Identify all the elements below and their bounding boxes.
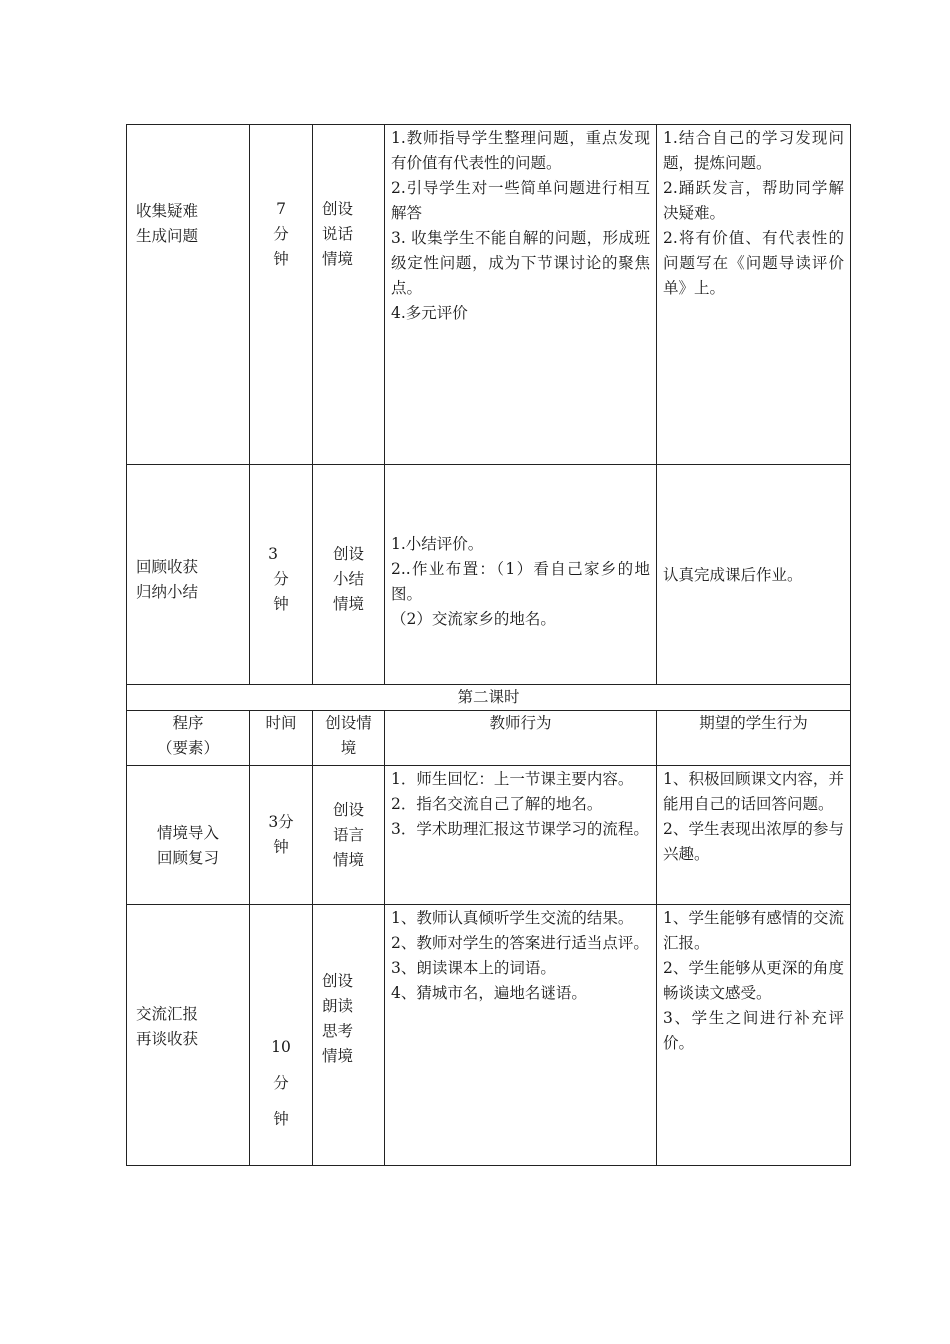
time-text: 钟 xyxy=(273,249,289,268)
situation-text: 语言 xyxy=(332,825,364,844)
teacher-behavior-cell xyxy=(385,465,657,685)
header-text: 教师行为 xyxy=(489,714,552,732)
procedure-text: 再谈收获 xyxy=(136,1030,199,1048)
situation-text: 创设 xyxy=(322,972,354,990)
time-cell xyxy=(250,905,313,1166)
header-text: 创设情 xyxy=(325,714,372,732)
procedure-text: 收集疑难 xyxy=(136,201,199,220)
teacher-item: 1.教师指导学生整理问题，重点发现有价值有代表性的问题。 xyxy=(391,129,650,172)
situation-cell xyxy=(313,905,385,1166)
teacher-item: 3、朗读课本上的词语。 xyxy=(391,959,556,977)
situation-text: 情境 xyxy=(322,1047,354,1065)
header-text: 时间 xyxy=(265,714,297,732)
procedure-cell xyxy=(127,125,250,465)
procedure-text: 归纳小结 xyxy=(136,582,199,601)
time-text: 分 xyxy=(273,1074,289,1092)
situation-text: 朗读 xyxy=(322,997,354,1015)
procedure-cell xyxy=(127,465,250,685)
lesson-two-title xyxy=(127,685,851,711)
teacher-item: 1、教师认真倾听学生交流的结果。 xyxy=(391,909,634,927)
teacher-item: 3．学术助理汇报这节课学习的流程。 xyxy=(391,820,649,838)
procedure-cell xyxy=(127,905,250,1166)
procedure-text: 情境导入 xyxy=(156,824,219,842)
time-cell xyxy=(250,125,313,465)
situation-cell xyxy=(313,766,385,905)
teacher-item: （2）交流家乡的地名。 xyxy=(391,609,556,628)
student-behavior-cell xyxy=(657,766,851,905)
student-item: 2、学生能够从更深的角度畅谈读文感受。 xyxy=(663,959,844,1002)
situation-text: 说话 xyxy=(322,224,354,243)
header-row xyxy=(127,711,851,766)
header-text: 期望的学生行为 xyxy=(699,714,808,732)
header-procedure xyxy=(127,711,250,766)
time-cell xyxy=(250,465,313,685)
teacher-item: 2、教师对学生的答案进行适当点评。 xyxy=(391,934,649,952)
header-situation xyxy=(313,711,385,766)
procedure-text: 回顾收获 xyxy=(136,557,199,576)
section-title: 第二课时 xyxy=(457,688,520,706)
student-item: 2、学生表现出浓厚的参与兴趣。 xyxy=(663,820,844,863)
header-student xyxy=(657,711,851,766)
row-collect-questions xyxy=(127,125,851,465)
teacher-item: 4.多元评价 xyxy=(391,304,468,322)
situation-cell xyxy=(313,465,385,685)
student-item: 1.结合自己的学习发现问题，提炼问题。 xyxy=(663,129,844,172)
header-text: （要素） xyxy=(156,739,219,757)
situation-text: 创设 xyxy=(322,199,354,218)
teacher-behavior-cell xyxy=(385,905,657,1166)
situation-text: 小结 xyxy=(332,570,364,588)
situation-text: 创设 xyxy=(332,800,364,819)
student-behavior-cell xyxy=(657,125,851,465)
procedure-text: 回顾复习 xyxy=(156,849,219,867)
row-review-summary xyxy=(127,465,851,685)
time-text: 3分 xyxy=(268,813,294,831)
teacher-item: 2..作业布置：（1）看自己家乡的地图。 xyxy=(391,559,650,603)
row-situation-intro xyxy=(127,766,851,905)
student-item: 2.将有价值、有代表性的问题写在《问题导读评价单》上。 xyxy=(663,229,844,297)
student-behavior-cell xyxy=(657,465,851,685)
teacher-behavior-cell xyxy=(385,125,657,465)
time-text: 分 xyxy=(273,570,289,588)
row-exchange-report xyxy=(127,905,851,1166)
time-text: 分 xyxy=(273,224,289,243)
situation-text: 情境 xyxy=(332,595,364,613)
time-text: 钟 xyxy=(273,595,289,613)
header-text: 程序 xyxy=(172,714,204,732)
situation-text: 情境 xyxy=(332,850,364,869)
student-item: 1、积极回顾课文内容，并能用自己的话回答问题。 xyxy=(663,770,844,813)
situation-text: 思考 xyxy=(322,1022,354,1040)
teacher-item: 4、猜城市名，遍地名谜语。 xyxy=(391,984,587,1002)
section-title-row xyxy=(127,685,851,711)
teacher-item: 2．指名交流自己了解的地名。 xyxy=(391,795,603,813)
time-text: 钟 xyxy=(273,838,289,856)
teacher-behavior-cell xyxy=(385,766,657,905)
teacher-item: 1.小结评价。 xyxy=(391,534,484,553)
header-text: 境 xyxy=(340,739,357,757)
teacher-item: 1．师生回忆：上一节课主要内容。 xyxy=(391,770,634,788)
teacher-item: 2.引导学生对一些简单问题进行相互解答 xyxy=(391,179,650,222)
procedure-text: 生成问题 xyxy=(136,226,199,245)
student-item: 2.踊跃发言，帮助同学解决疑难。 xyxy=(663,179,844,222)
student-item: 1、学生能够有感情的交流汇报。 xyxy=(663,909,844,952)
header-teacher xyxy=(385,711,657,766)
time-text: 10 xyxy=(271,1038,291,1056)
time-text: 3 xyxy=(268,545,278,563)
student-item: 认真完成课后作业。 xyxy=(663,566,803,584)
situation-text: 情境 xyxy=(322,249,354,268)
time-cell xyxy=(250,766,313,905)
time-text: 7 xyxy=(276,199,286,218)
situation-cell xyxy=(313,125,385,465)
situation-text: 创设 xyxy=(332,545,364,563)
lesson-plan-table xyxy=(126,124,851,1166)
time-text: 钟 xyxy=(273,1110,289,1128)
student-behavior-cell xyxy=(657,905,851,1166)
procedure-text: 交流汇报 xyxy=(136,1005,199,1023)
teacher-item: 3. 收集学生不能自解的问题，形成班级定性问题，成为下节课讨论的聚焦点。 xyxy=(391,229,650,297)
header-time xyxy=(250,711,313,766)
student-item: 3、学生之间进行补充评价。 xyxy=(663,1009,844,1052)
procedure-cell xyxy=(127,766,250,905)
